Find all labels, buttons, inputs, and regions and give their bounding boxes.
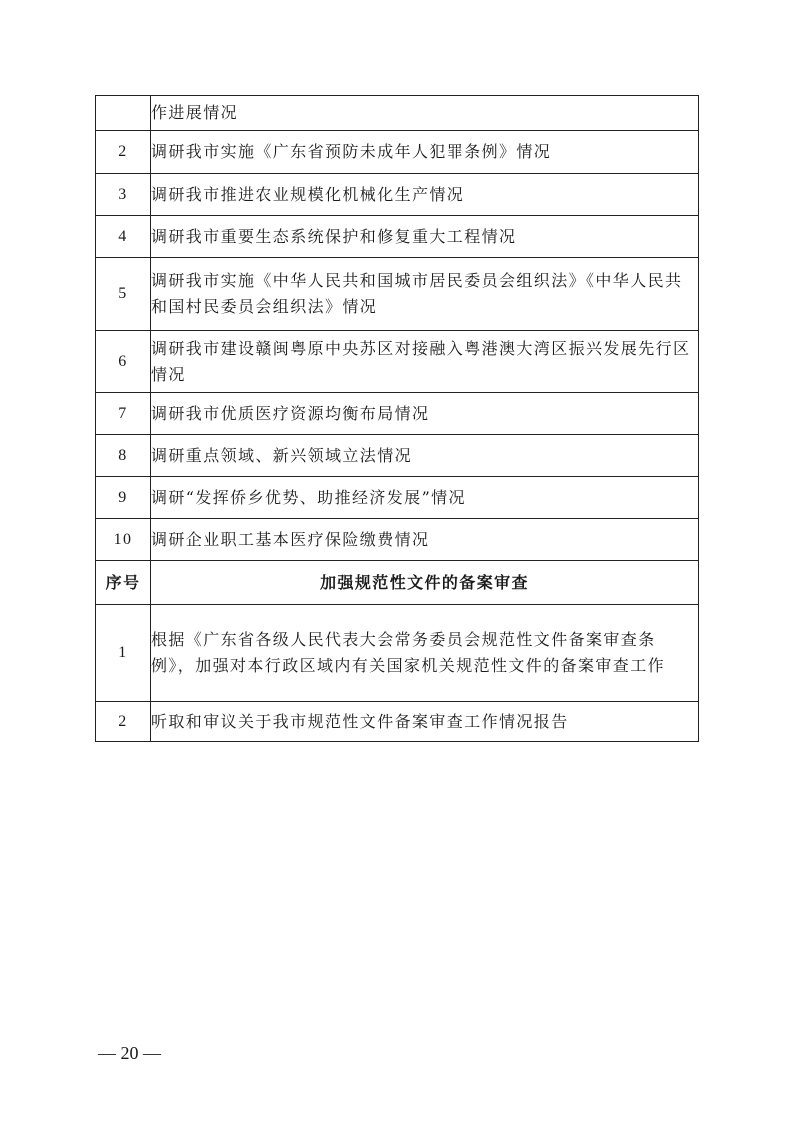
row-text: 调研我市优质医疗资源均衡布局情况 (151, 393, 699, 435)
row-text: 调研“发挥侨乡优势、助推经济发展”情况 (151, 477, 699, 519)
row-text: 调研我市实施《中华人民共和国城市居民委员会组织法》《中华人民共和国村民委员会组织法》情况 (151, 258, 699, 331)
row-text: 调研我市实施《广东省预防未成年人犯罪条例》情况 (151, 131, 699, 174)
table-row (96, 605, 699, 702)
row-text: 调研重点领域、新兴领域立法情况 (151, 435, 699, 477)
row-text: 调研我市重要生态系统保护和修复重大工程情况 (151, 216, 699, 258)
row-text: 听取和审议关于我市规范性文件备案审查工作情况报告 (151, 702, 699, 742)
table-row (96, 393, 699, 435)
row-number: 5 (96, 258, 151, 331)
serial-number-header: 序号 (96, 561, 151, 605)
table-row (96, 435, 699, 477)
row-text: 根据《广东省各级人民代表大会常务委员会规范性文件备案审查条例》，加强对本行政区域内有关国家机关规范性文件的备案审查工作 (151, 605, 699, 702)
section-title: 加强规范性文件的备案审查 (151, 561, 699, 605)
page-number: — 20 — (98, 1043, 161, 1063)
row-number: 2 (96, 131, 151, 174)
row-number: 2 (96, 702, 151, 742)
row-text: 调研企业职工基本医疗保险缴费情况 (151, 519, 699, 561)
table-row (96, 216, 699, 258)
row-text: 调研我市建设赣闽粤原中央苏区对接融入粤港澳大湾区振兴发展先行区情况 (151, 331, 699, 393)
table-row (96, 702, 699, 742)
row-text: 作进展情况 (151, 96, 699, 131)
row-number (96, 96, 151, 131)
table-row (96, 258, 699, 331)
row-number: 9 (96, 477, 151, 519)
table-row (96, 331, 699, 393)
row-number: 3 (96, 174, 151, 216)
row-number: 1 (96, 605, 151, 702)
row-number: 4 (96, 216, 151, 258)
section-header-row (96, 561, 699, 605)
table-row (96, 477, 699, 519)
table-row (96, 174, 699, 216)
table-row (96, 131, 699, 174)
table-row (96, 96, 699, 131)
row-number: 8 (96, 435, 151, 477)
row-number: 6 (96, 331, 151, 393)
row-number: 10 (96, 519, 151, 561)
row-number: 7 (96, 393, 151, 435)
table-row (96, 519, 699, 561)
row-text: 调研我市推进农业规模化机械化生产情况 (151, 174, 699, 216)
work-plan-table (95, 95, 699, 742)
